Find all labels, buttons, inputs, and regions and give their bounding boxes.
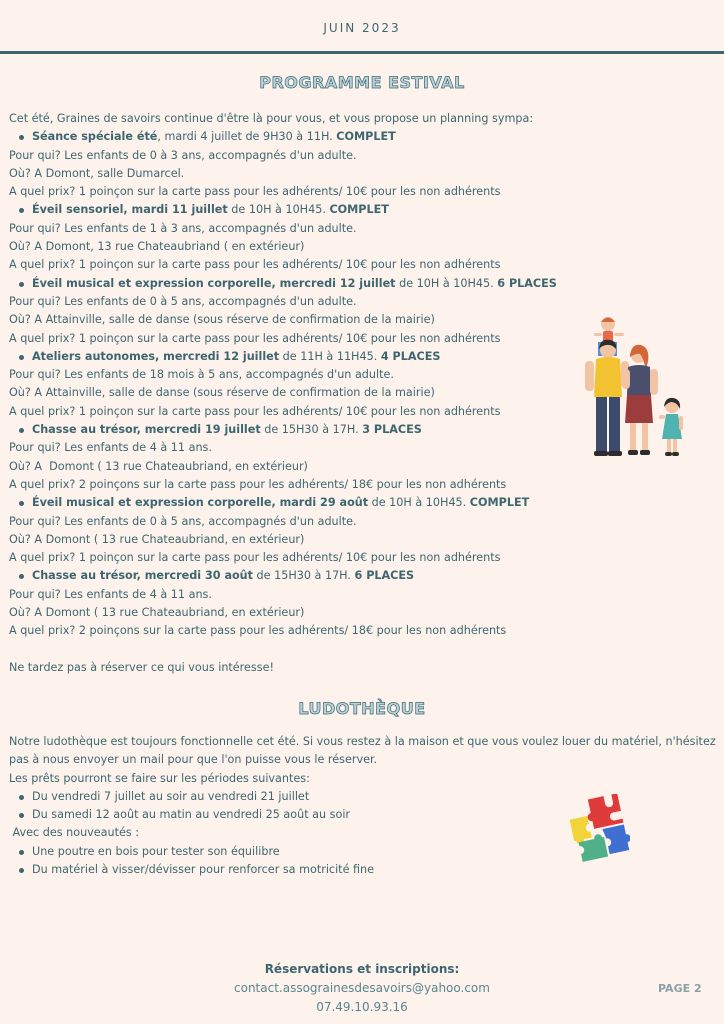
event-heading: [9, 494, 721, 512]
event-status-badge: 4 PLACES: [380, 349, 441, 363]
event-status-badge: COMPLET: [329, 203, 389, 217]
event-status-badge: 3 PLACES: [362, 423, 422, 437]
event-where: Où? A Domont ( 13 rue Chateaubriand, en extérieur): [9, 532, 305, 546]
event-title: Éveil sensoriel, mardi 11 juillet: [32, 203, 228, 217]
event-heading: [9, 567, 721, 585]
period-item: Du samedi 12 août au matin au vendredi 25 août au soir: [9, 806, 721, 824]
programme-closing: Ne tardez pas à réserver ce qui vous intéresse!: [9, 660, 274, 674]
news-label: Avec des nouveautés :: [9, 826, 140, 840]
header-divider: [0, 51, 724, 54]
event-title: Éveil musical et expression corporelle, mardi 29 août: [32, 496, 369, 510]
event-where: Où? A Domont, salle Dumarcel.: [9, 166, 185, 180]
event-details: de 10H à 10H45.: [227, 203, 330, 217]
event-price: A quel prix? 1 poinçon sur la carte pass pour les adhérents/ 10€ pour les non adhérents: [9, 404, 501, 418]
reservations-label: Réservations et inscriptions:: [264, 962, 460, 976]
event-title: Ateliers autonomes, mercredi 12 juillet: [32, 349, 280, 363]
ludotheque-title: LUDOTHÈQUE: [298, 699, 426, 718]
contact-email-link[interactable]: contact.assograinesdesavoirs@yahoo.com: [234, 981, 490, 995]
periods-label: Les prêts pourront se faire sur les périodes suivantes:: [9, 771, 310, 785]
page-number: PAGE 2: [658, 982, 702, 995]
event-where: Où? A Domont ( 13 rue Chateaubriand, en extérieur): [9, 459, 308, 473]
event-details: de 15H30 à 17H.: [260, 423, 363, 437]
event-title: Chasse au trésor, mercredi 30 août: [32, 569, 253, 583]
event-heading: [9, 275, 721, 293]
event-title: Séance spéciale été: [32, 130, 158, 144]
event-who: Pour qui? Les enfants de 4 à 11 ans.: [9, 441, 212, 455]
event-who: Pour qui? Les enfants de 4 à 11 ans.: [9, 587, 212, 601]
programme-intro: Cet été, Graines de savoirs continue d'être là pour vous, et vous propose un planning sympa:: [9, 112, 534, 125]
programme-title: PROGRAMME ESTIVAL: [259, 73, 465, 92]
page-date: JUIN 2023: [323, 21, 401, 35]
event-where: Où? A Domont ( 13 rue Chateaubriand, en extérieur): [9, 606, 305, 620]
event-who: Pour qui? Les enfants de 0 à 3 ans, accompagnés d'un adulte.: [9, 148, 357, 162]
event-status-badge: 6 PLACES: [497, 276, 557, 290]
event-price: A quel prix? 2 poinçons sur la carte pass pour les adhérents/ 18€ pour les non adhérents: [9, 477, 507, 491]
event-price: A quel prix? 2 poinçons sur la carte pass pour les adhérents/ 18€ pour les non adhérents: [9, 624, 507, 638]
event-details: de 10H à 10H45.: [395, 276, 498, 290]
period-item: Du vendredi 7 juillet au soir au vendredi 21 juillet: [9, 788, 721, 806]
event-who: Pour qui? Les enfants de 0 à 5 ans, accompagnés d'un adulte.: [9, 514, 357, 528]
event-status-badge: 6 PLACES: [354, 569, 415, 583]
event-details: de 15H30 à 17H.: [253, 569, 355, 583]
event-who: Pour qui? Les enfants de 18 mois à 5 ans, accompagnés d'un adulte.: [9, 368, 394, 382]
event-title: Éveil musical et expression corporelle, mercredi 12 juillet: [32, 276, 396, 290]
event-status-badge: COMPLET: [336, 130, 396, 144]
puzzle-pieces-icon: [566, 794, 630, 862]
event-price: A quel prix? 1 poinçon sur la carte pass pour les adhérents/ 10€ pour les non adhérents: [9, 258, 501, 272]
event-price: A quel prix? 1 poinçon sur la carte pass pour les adhérents/ 10€ pour les non adhérents: [9, 185, 501, 199]
event-details: de 10H à 10H45.: [368, 496, 470, 510]
event-heading: [9, 201, 721, 219]
event-details: de 11H à 11H45.: [279, 349, 381, 363]
event-who: Pour qui? Les enfants de 0 à 5 ans, accompagnés d'un adulte.: [9, 294, 357, 308]
event-status-badge: COMPLET: [469, 496, 530, 510]
ludotheque-intro: Notre ludothèque est toujours fonctionnelle cet été. Si vous restez à la maison et que vous voulez louer du matériel, n'hésitez pas à nous envoyer un mail pour que l'on puisse vous le réserver.: [9, 735, 716, 767]
event-who: Pour qui? Les enfants de 1 à 3 ans, accompagnés d'un adulte.: [9, 221, 357, 235]
news-item: Du matériel à visser/dévisser pour renforcer sa motricité fine: [9, 861, 721, 879]
event-price: A quel prix? 1 poinçon sur la carte pass pour les adhérents/ 10€ pour les non adhérents: [9, 551, 501, 565]
event-price: A quel prix? 1 poinçon sur la carte pass pour les adhérents/ 10€ pour les non adhérents: [9, 331, 501, 345]
contact-phone: 07.49.10.93.16: [316, 1000, 408, 1014]
event-where: Où? A Attainville, salle de danse (sous réserve de confirmation de la mairie): [9, 386, 435, 400]
family-illustration-icon: [582, 313, 690, 457]
news-item: Une poutre en bois pour tester son équilibre: [9, 843, 721, 861]
event-details: , mardi 4 juillet de 9H30 à 11H.: [157, 130, 337, 144]
event-where: Où? A Attainville, salle de danse (sous réserve de confirmation de la mairie): [9, 313, 435, 327]
event-title: Chasse au trésor, mercredi 19 juillet: [32, 423, 261, 437]
event-heading: [9, 128, 721, 146]
event-where: Où? A Domont, 13 rue Chateaubriand ( en extérieur): [9, 240, 305, 254]
